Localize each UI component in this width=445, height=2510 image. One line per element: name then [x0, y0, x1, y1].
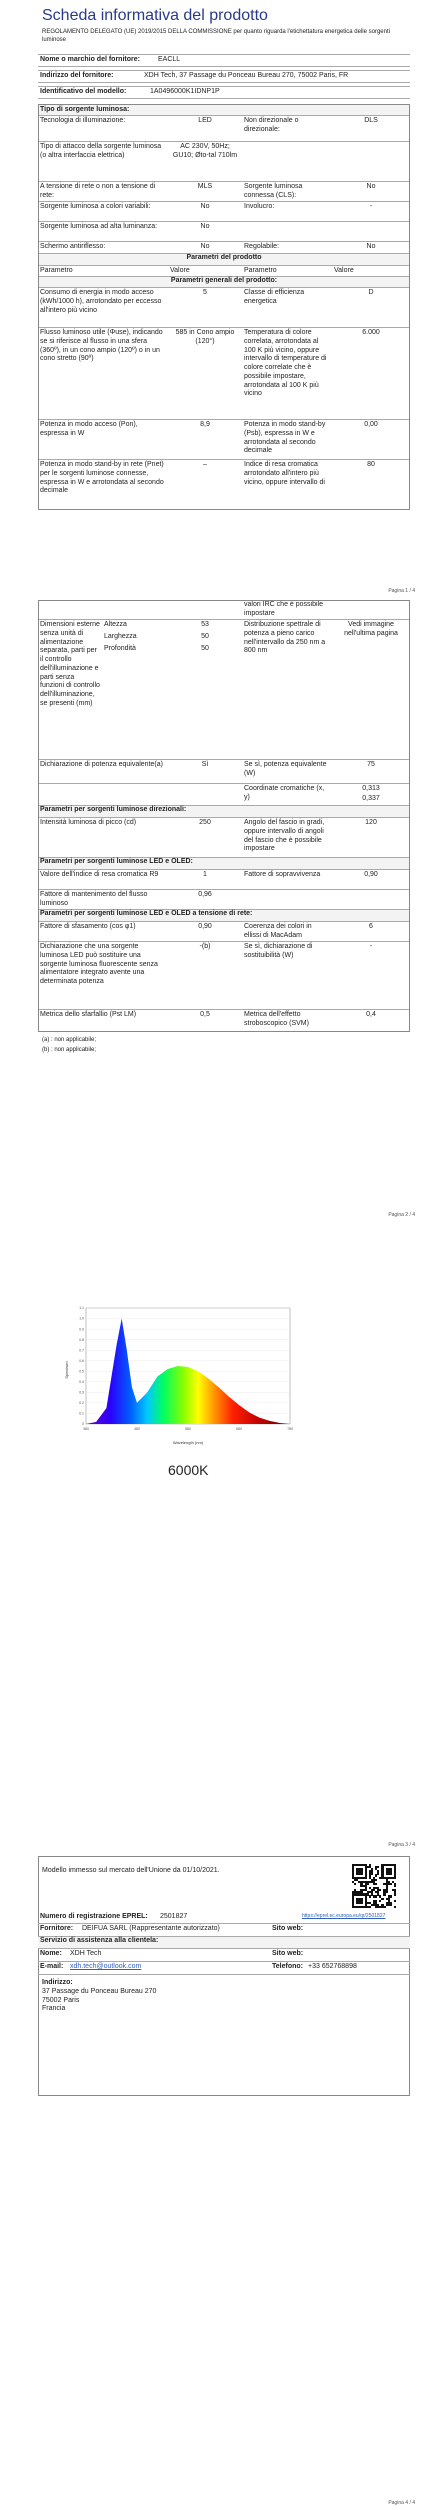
x-axis-label: Wavelength (nm): [172, 1440, 204, 1445]
flux-label: Flusso luminoso utile (Φuse), indicando se si riferisce al flusso in una sfera (360º), in un cono ampio (120º) o in un cono stretto (90º): [40, 329, 163, 363]
colour-tunable-label: Sorgente luminosa a colori variabili:: [40, 203, 151, 210]
qr-module: [367, 1883, 369, 1885]
pst-label: Metrica dello sfarfallio (Pst LM): [40, 1011, 137, 1018]
mains-title: Parametri per sorgenti luminose LED e OLED a tensione di rete:: [38, 910, 410, 922]
equiv-w-value: 75: [367, 761, 375, 768]
qr-module: [379, 1900, 381, 1902]
x-ticks: [83, 1427, 293, 1431]
qr-module: [360, 1872, 362, 1874]
qr-module: [354, 1883, 356, 1885]
connected-label: Sorgente luminosa connessa (CLS):: [244, 183, 303, 199]
footnote-b: (b) : non applicabile;: [42, 1047, 97, 1053]
name-row: [38, 1949, 410, 1962]
page-2: [0, 600, 445, 1220]
flux-row: [38, 328, 410, 420]
col-value-1: Valore: [170, 267, 190, 274]
cri-value: 80: [367, 461, 375, 468]
params-header: [38, 266, 410, 277]
email-row: [38, 1962, 410, 1975]
address-block: [40, 1978, 240, 2015]
eclass-label: Classe di efficienza energetica: [244, 289, 305, 305]
disp-row: [38, 922, 410, 942]
power-label: Potenza in modo acceso (Pon), espressa in W: [40, 421, 138, 437]
supplier-value: EACLL: [158, 56, 181, 63]
y-tick-label: 0.3: [79, 1390, 84, 1395]
dimmable-value: No: [366, 243, 376, 250]
netsb-label: Potenza in modo stand-by in rete (Pnet) per le sorgenti luminose connesse, espressa in W e arrotondata al secondo decimale: [40, 461, 164, 495]
hlls-label: Sorgente luminosa ad alta luminanza:: [40, 223, 158, 230]
qr-module: [375, 1879, 377, 1881]
page3-number: Pagina 3 / 4: [388, 1842, 415, 1848]
cri-cont-row: [38, 600, 410, 620]
energy-value: 5: [203, 289, 207, 296]
cap-value: AC 230V, 50Hz; GU10; Øto-tal 710lm: [172, 143, 238, 159]
mains-row: [38, 182, 410, 202]
tech-row: [38, 116, 410, 142]
qr-module: [360, 1902, 362, 1904]
fluo-row: [38, 942, 410, 1010]
x-tick-label: 780: [287, 1427, 293, 1431]
eclass-value: D: [368, 289, 374, 296]
energy-row: [38, 288, 410, 328]
qr-module: [394, 1877, 396, 1879]
general-title: Parametri generali del prodotto:: [38, 277, 410, 288]
page-3: [0, 1220, 445, 1850]
led-title: Parametri per sorgenti luminose LED e OLED:: [38, 858, 410, 870]
spectrum-chart: [60, 1300, 300, 1450]
model-row: [38, 86, 410, 99]
supplier-row: [38, 54, 410, 67]
equiv-row: [38, 760, 410, 784]
y-tick-label: 0.8: [79, 1337, 84, 1342]
peak-row: [38, 818, 410, 858]
eprel-value: 2501827: [160, 1913, 188, 1920]
chroma-label: Coordinate cromatiche (x, y): [244, 785, 325, 801]
beam-label: Angolo del fascio in gradi, oppure intervallo di angoli del fascio che è possibile impostare: [244, 819, 325, 853]
fluo-w-value: -: [369, 943, 373, 950]
cap-row: [38, 142, 410, 182]
phone-label: Telefono:: [272, 1963, 303, 1970]
qr-module: [383, 1906, 385, 1908]
qr-module: [394, 1885, 396, 1887]
y-tick-label: 0.4: [79, 1380, 84, 1385]
pst-row: [38, 1010, 410, 1032]
page1-number: Pagina 1 / 4: [388, 588, 415, 594]
y-tick-label: 0.5: [79, 1369, 84, 1374]
model-label: Identificativo del modello:: [40, 88, 127, 95]
x-tick-label: 480: [134, 1427, 140, 1431]
dims-row: [38, 620, 410, 760]
envelope-label: Involucro:: [244, 203, 275, 210]
addr-line1: 37 Passage du Ponceau Bureau 270: [42, 1987, 157, 1995]
source-type-header: [38, 104, 410, 116]
web-label: Sito web:: [272, 1925, 304, 1932]
dir-title: Parametri per sorgenti luminose direzionali:: [38, 806, 410, 818]
y-tick-label: 0.9: [79, 1327, 84, 1332]
page-1: [0, 0, 445, 600]
y-tick-label: 0.1: [79, 1411, 84, 1416]
cap-label: Tipo di attacco della sorgente luminosa (o altra interfaccia elettrica): [40, 143, 162, 159]
qr-module: [383, 1893, 385, 1895]
spd-label: Distribuzione spettrale di potenza a pieno carico nell'intervallo da 250 nm a 800 nm: [244, 621, 326, 655]
y-tick-label: 0.6: [79, 1358, 84, 1363]
page-4: [0, 1850, 445, 2510]
dims-label: Dimensioni esterne senza unità di alimentazione separata, parti per il controllo dell'illuminazione e parti senza funzioni di controllo dell'illuminazione, se presenti (mm): [40, 621, 100, 707]
mains-value: MLS: [197, 183, 213, 190]
beam-value: 120: [365, 819, 377, 826]
email-link[interactable]: xdh.tech@outlook.com: [70, 1963, 142, 1970]
energy-label: Consumo di energia in modo acceso (kWh/1000 h), arrotondato per eccesso all'intero più vicino: [40, 289, 162, 314]
y-tick-label: 1.1: [79, 1306, 84, 1311]
macadam-value: 6: [369, 923, 373, 930]
qr-module: [377, 1872, 379, 1874]
qr-module: [394, 1900, 396, 1902]
chroma-x: 0,313: [362, 785, 380, 792]
page4-number: Pagina 4 / 4: [388, 2500, 415, 2506]
market-text: Modello immesso sul mercato dell'Unione da 01/10/2021.: [42, 1867, 220, 1874]
macadam-label: Coerenza dei colori in ellissi di MacAdam: [244, 923, 312, 939]
depth-label: Profondità: [104, 645, 136, 652]
peak-label: Intensità luminosa di picco (cd): [40, 819, 137, 826]
nondir-value: DLS: [364, 117, 378, 124]
antiglare-row: [38, 242, 410, 254]
params-title: Parametri del prodotto: [38, 254, 410, 266]
address-label: Indirizzo del fornitore:: [40, 72, 114, 79]
width-label: Larghezza: [104, 633, 137, 640]
supplier4-value: DEIFUA SARL (Rappresentante autorizzato): [82, 1925, 220, 1932]
cct-label: Temperatura di colore correlata, arrotondata al 100 K più vicino, oppure intervallo di temperature di colore correlate che è possibile impostare, arrotondata al 100 K più vicino: [244, 329, 327, 398]
flux-value: 585 in Cono ampio (120°): [175, 329, 235, 345]
surv-label: Fattore di sopravvivenza: [244, 871, 321, 878]
netsb-row: [38, 460, 410, 510]
svm-value: 0,4: [366, 1011, 376, 1018]
eprel-row: [38, 1912, 410, 1924]
fluo-value: -(b): [199, 943, 211, 950]
col-param-2: Parametro: [244, 267, 277, 274]
colour-tunable-value: No: [200, 203, 210, 210]
disp-value: 0,90: [198, 923, 212, 930]
email-label: E-mail:: [40, 1963, 64, 1970]
qr-module: [377, 1866, 379, 1868]
hlls-row: [38, 222, 410, 242]
col-value-2: Valore: [334, 267, 354, 274]
height-label: Altezza: [104, 621, 127, 628]
maint-row: [38, 890, 410, 910]
qr-module: [390, 1883, 392, 1885]
dimmable-label: Regolabile:: [244, 243, 280, 250]
antiglare-label: Schermo antiriflesso:: [40, 243, 106, 250]
peak-value: 250: [199, 819, 211, 826]
colour-row: [38, 202, 410, 222]
eprel-link[interactable]: https://eprel.ec.europa.eu/qr/2501827: [302, 1913, 386, 1919]
document-title: Scheda informativa del prodotto: [42, 7, 268, 24]
chroma-row: [38, 784, 410, 806]
x-tick-label: 680: [236, 1427, 242, 1431]
chroma-y: 0,337: [362, 795, 380, 802]
spd-value: Vedi immagine nell'ultima pagina: [344, 621, 398, 637]
name-value: XDH Tech: [70, 1950, 102, 1957]
equiv-value: Sì: [201, 761, 209, 768]
chart-caption: 6000K: [168, 1462, 209, 1478]
r9-row: [38, 870, 410, 890]
model-value: 1A0496000K1IDNP1P: [150, 88, 220, 95]
qr-module: [375, 1883, 377, 1885]
supplier-label: Nome o marchio del fornitore:: [40, 56, 140, 63]
addr-line3: Francia: [42, 2005, 66, 2013]
cri-cont-label: valori IRC che è possibile impostare: [244, 601, 323, 617]
qr-module: [371, 1872, 373, 1874]
qr-module: [369, 1895, 371, 1897]
maint-value: 0,96: [198, 891, 212, 898]
qr-module: [365, 1877, 367, 1879]
supplier4-label: Fornitore:: [40, 1925, 74, 1932]
qr-module: [390, 1895, 392, 1897]
equiv-w-label: Se sì, potenza equivalente (W): [244, 761, 327, 777]
width-value: 50: [201, 633, 209, 640]
qr-module: [394, 1906, 396, 1908]
maint-label: Fattore di mantenimento del flusso luminoso: [40, 891, 148, 907]
service-title: Servizio di assistenza alla clientela:: [38, 1937, 410, 1949]
page2-number: Pagina 2 / 4: [388, 1212, 415, 1218]
connected-value: No: [366, 183, 376, 190]
equiv-label: Dichiarazione di potenza equivalente(a): [40, 761, 163, 768]
address-row: [38, 70, 410, 83]
qr-module: [375, 1895, 377, 1897]
tech-label: Tecnologia di illuminazione:: [40, 117, 126, 124]
svm-label: Metrica dell'effetto stroboscopico (SVM): [244, 1011, 309, 1027]
power-value: 8,9: [200, 421, 210, 428]
eprel-label: Numero di registrazione EPREL:: [40, 1913, 148, 1920]
qr-module: [369, 1906, 371, 1908]
standby-value: 0,00: [364, 421, 378, 428]
web2-label: Sito web:: [272, 1950, 304, 1957]
envelope-value: -: [369, 203, 373, 210]
cri-label: Indice di resa cromatica arrotondato all'intero più vicino, oppure intervallo di: [244, 461, 325, 486]
phone-value: +33 652768898: [308, 1963, 357, 1970]
cct-value: 6.000: [362, 329, 380, 336]
qr-module: [394, 1893, 396, 1895]
depth-value: 50: [201, 645, 209, 652]
mains-label: A tensione di rete o non a tensione di rete:: [40, 183, 156, 199]
qr-module: [379, 1889, 381, 1891]
col-param-1: Parametro: [40, 267, 73, 274]
height-value: 53: [201, 621, 209, 628]
qr-module: [390, 1904, 392, 1906]
regulation-text: REGOLAMENTO DELEGATO (UE) 2019/2015 DELLA COMMISSIONE per quanto riguarda l'etichettatura energetica delle sorgenti luminose: [42, 29, 390, 43]
x-tick-label: 580: [185, 1427, 191, 1431]
surv-value: 0,90: [364, 871, 378, 878]
qr-module: [381, 1898, 383, 1900]
tech-value: LED: [198, 117, 212, 124]
addr-label: Indirizzo:: [42, 1979, 73, 1986]
footnote-a: (a) : non applicabile;: [42, 1037, 97, 1043]
r9-label: Valore dell'indice di resa cromatica R9: [40, 871, 159, 878]
antiglare-value: No: [200, 243, 210, 250]
addr-line2: 75002 Paris: [42, 1996, 80, 2004]
y-ticks: [79, 1306, 84, 1426]
qr-code: [352, 1864, 396, 1908]
qr-module: [386, 1891, 388, 1893]
pst-value: 0,5: [200, 1011, 210, 1018]
standby-label: Potenza in modo stand-by (Psb), espressa in W e arrotondata al secondo decimale: [244, 421, 326, 455]
supplier4-row: [38, 1924, 410, 1937]
x-tick-label: 380: [83, 1427, 89, 1431]
disp-label: Fattore di sfasamento (cos φ1): [40, 923, 136, 930]
y-axis-label: Spectrum: [64, 1361, 69, 1379]
nondir-label: Non direzionale o direzionale:: [244, 117, 299, 133]
qr-module: [375, 1874, 377, 1876]
name-label: Nome:: [40, 1950, 62, 1957]
r9-value: 1: [203, 871, 207, 878]
address-value: XDH Tech, 37 Passage du Ponceau Bureau 270, 75002 Paris, FR: [144, 72, 349, 79]
qr-module: [390, 1872, 392, 1874]
power-row: [38, 420, 410, 460]
fluo-label: Dichiarazione che una sorgente luminosa LED può sostituire una sorgente luminosa fluorescente senza alimentatore integrato avente una determinata potenza: [40, 943, 158, 985]
y-tick-label: 0.7: [79, 1348, 84, 1353]
y-tick-label: 0: [82, 1422, 84, 1427]
source-type-label: Tipo di sorgente luminosa:: [40, 106, 130, 113]
netsb-value: –: [203, 461, 207, 468]
y-tick-label: 0.2: [79, 1401, 84, 1406]
fluo-w-label: Se sì, dichiarazione di sostituibilità (W): [244, 943, 313, 959]
hlls-value: No: [200, 223, 210, 230]
y-tick-label: 1.0: [79, 1316, 84, 1321]
